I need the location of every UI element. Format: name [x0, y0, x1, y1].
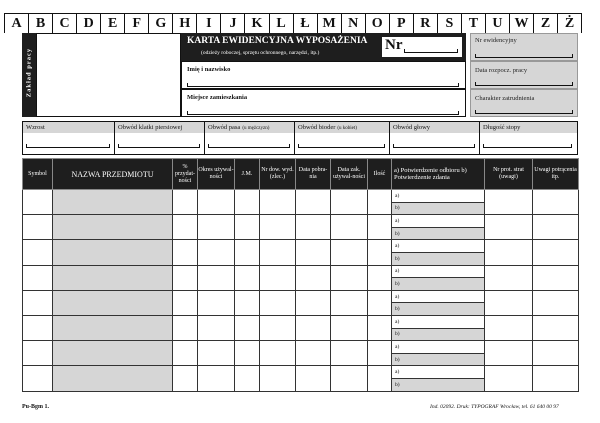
table-cell[interactable]	[173, 215, 198, 240]
letter-tab: A	[4, 14, 29, 33]
row-a-label: a)	[395, 268, 400, 275]
letter-tab: W	[510, 14, 534, 33]
table-cell[interactable]	[173, 290, 198, 315]
letter-tab: E	[101, 14, 125, 33]
confirm-receipt-cell[interactable]	[392, 341, 485, 354]
letter-tab: R	[414, 14, 438, 33]
table-cell[interactable]	[53, 366, 173, 391]
table-cell[interactable]	[533, 190, 579, 215]
confirm-receipt-cell[interactable]	[392, 240, 485, 253]
table-cell[interactable]	[173, 341, 198, 366]
table-cell[interactable]	[331, 366, 368, 391]
table-row	[23, 290, 579, 303]
table-cell[interactable]	[485, 341, 533, 366]
table-cell[interactable]	[23, 315, 53, 340]
row-a-label: a)	[395, 343, 400, 350]
letter-tab: J	[221, 14, 245, 33]
table-cell[interactable]	[235, 366, 260, 391]
table-cell[interactable]	[368, 215, 392, 240]
table-cell[interactable]	[53, 265, 173, 290]
table-cell[interactable]	[173, 366, 198, 391]
table-row	[23, 366, 579, 379]
column-header: a) Potwierdzenie odbioru b) Potwierdzenie zdania	[392, 159, 485, 190]
table-cell[interactable]	[23, 290, 53, 315]
measure-label: Obwód klatki piersiowej	[118, 124, 183, 131]
items-table	[22, 158, 579, 392]
measure-field[interactable]	[298, 144, 385, 148]
letter-tab: C	[53, 14, 77, 33]
row-a-label: a)	[395, 192, 400, 199]
letter-tab: O	[366, 14, 390, 33]
table-cell[interactable]	[198, 190, 235, 215]
row-b-label: b)	[395, 205, 400, 212]
side-label: Zakład pracy	[25, 47, 33, 98]
table-cell[interactable]	[53, 215, 173, 240]
measures-row	[22, 121, 578, 155]
measure-cell	[480, 122, 577, 154]
confirm-return-cell[interactable]	[392, 278, 485, 291]
table-cell[interactable]	[198, 366, 235, 391]
table-cell[interactable]	[533, 366, 579, 391]
table-cell[interactable]	[331, 215, 368, 240]
table-cell[interactable]	[485, 290, 533, 315]
right-field-1	[470, 61, 578, 89]
printer-info: Ind. 02092. Druk: TYPOGRAF Wrocław, tel. 61 640 00 97	[430, 404, 559, 410]
column-header: J.M.	[235, 159, 260, 190]
nr-field[interactable]	[404, 49, 458, 53]
measure-label-bar	[115, 122, 204, 133]
table-row	[23, 215, 579, 228]
column-header: % przydat-ności	[173, 159, 198, 190]
workplace-box	[36, 33, 181, 117]
letter-tab: Z	[534, 14, 558, 33]
table-cell[interactable]	[331, 265, 368, 290]
table-cell[interactable]	[331, 240, 368, 265]
right-field-0	[470, 33, 578, 61]
card-subtitle: (odzieży roboczej, sprzętu ochronnego, narzędzi, itp.)	[201, 50, 320, 56]
confirm-return-cell[interactable]	[392, 378, 485, 391]
nr-label: Nr	[385, 37, 403, 53]
table-cell[interactable]	[260, 341, 296, 366]
letter-tab: P	[390, 14, 414, 33]
name-box	[181, 61, 466, 89]
table-cell[interactable]	[485, 190, 533, 215]
address-field[interactable]	[187, 111, 459, 115]
table-cell[interactable]	[368, 341, 392, 366]
table-cell[interactable]	[23, 265, 53, 290]
table-row	[23, 265, 579, 278]
table-cell[interactable]	[260, 366, 296, 391]
table-cell[interactable]	[296, 290, 331, 315]
measure-field[interactable]	[208, 144, 290, 148]
table-cell[interactable]	[235, 315, 260, 340]
confirm-receipt-cell[interactable]	[392, 190, 485, 203]
measure-note: (u kobiet)	[337, 126, 357, 131]
form-code: Pu-Bgm 1.	[22, 404, 49, 410]
table-row	[23, 190, 579, 203]
table-cell[interactable]	[296, 341, 331, 366]
table-cell[interactable]	[368, 366, 392, 391]
letter-tab: M	[318, 14, 342, 33]
letter-tab: S	[438, 14, 462, 33]
workplace-side-strip	[22, 33, 36, 117]
confirm-return-cell[interactable]	[392, 252, 485, 265]
start-date-field[interactable]	[475, 82, 573, 86]
row-a-label: a)	[395, 217, 400, 224]
row-b-label: b)	[395, 331, 400, 338]
employment-type-field[interactable]	[475, 110, 573, 114]
table-cell[interactable]	[198, 240, 235, 265]
table-cell[interactable]	[533, 341, 579, 366]
measure-label-bar	[480, 122, 577, 133]
confirm-return-cell[interactable]	[392, 202, 485, 215]
table-cell[interactable]	[53, 341, 173, 366]
title-box	[181, 33, 466, 61]
right-field-label: Data rozpocz. pracy	[475, 67, 528, 74]
table-cell[interactable]	[533, 315, 579, 340]
row-a-label: a)	[395, 318, 400, 325]
nr-box	[382, 37, 462, 57]
table-cell[interactable]	[533, 215, 579, 240]
table-cell[interactable]	[485, 315, 533, 340]
table-cell[interactable]	[533, 290, 579, 315]
measure-label: Długość stopy	[483, 124, 521, 131]
alphabet-tabs	[4, 13, 582, 33]
confirm-return-cell[interactable]	[392, 227, 485, 240]
table-row	[23, 315, 579, 328]
table-cell[interactable]	[198, 215, 235, 240]
measure-label-bar	[390, 122, 479, 133]
table-cell[interactable]	[368, 315, 392, 340]
measure-cell	[115, 122, 205, 154]
table-cell[interactable]	[368, 240, 392, 265]
table-cell[interactable]	[23, 240, 53, 265]
measure-label-bar	[295, 122, 389, 133]
table-cell[interactable]	[485, 240, 533, 265]
measure-label-bar	[23, 122, 114, 133]
table-cell[interactable]	[235, 190, 260, 215]
table-cell[interactable]	[260, 290, 296, 315]
row-b-label: b)	[395, 356, 400, 363]
table-row	[23, 240, 579, 253]
table-cell[interactable]	[198, 290, 235, 315]
row-b-label: b)	[395, 280, 400, 287]
measure-cell	[295, 122, 390, 154]
card-title: KARTA EWIDENCYJNA WYPOSAŻENIA	[187, 36, 368, 46]
right-field-label: Nr ewidencyjny	[475, 37, 517, 44]
confirm-receipt-cell[interactable]	[392, 315, 485, 328]
table-cell[interactable]	[173, 190, 198, 215]
column-header: NAZWA PRZEDMIOTU	[53, 159, 173, 190]
table-cell[interactable]	[296, 265, 331, 290]
column-header: Nr prot. strat (uwagi)	[485, 159, 533, 190]
measure-note: (u mężczyzn)	[242, 126, 270, 131]
table-cell[interactable]	[485, 265, 533, 290]
measure-label: Wzrost	[26, 124, 45, 131]
column-header: Uwagi potrącenia itp.	[533, 159, 579, 190]
confirm-receipt-cell[interactable]	[392, 215, 485, 228]
table-cell[interactable]	[533, 265, 579, 290]
table-cell[interactable]	[296, 240, 331, 265]
table-cell[interactable]	[296, 215, 331, 240]
table-cell[interactable]	[260, 190, 296, 215]
column-header: Data pobra-nia	[296, 159, 331, 190]
column-header: Nr dow. wyd. (zlec.)	[260, 159, 296, 190]
table-cell[interactable]	[53, 240, 173, 265]
letter-tab: D	[77, 14, 101, 33]
measure-cell	[205, 122, 295, 154]
row-a-label: a)	[395, 243, 400, 250]
table-cell[interactable]	[198, 315, 235, 340]
table-cell[interactable]	[331, 190, 368, 215]
table-cell[interactable]	[198, 341, 235, 366]
table-cell[interactable]	[260, 265, 296, 290]
measure-field[interactable]	[26, 144, 110, 148]
table-cell[interactable]	[23, 341, 53, 366]
row-b-label: b)	[395, 255, 400, 262]
row-a-label: a)	[395, 369, 400, 376]
table-cell[interactable]	[331, 315, 368, 340]
table-cell[interactable]	[368, 265, 392, 290]
table-cell[interactable]	[235, 215, 260, 240]
table-cell[interactable]	[368, 290, 392, 315]
row-b-label: b)	[395, 230, 400, 237]
letter-tab: N	[342, 14, 366, 33]
table-cell[interactable]	[296, 190, 331, 215]
table-cell[interactable]	[485, 366, 533, 391]
column-header: Data zak. używal-ności	[331, 159, 368, 190]
measure-cell	[23, 122, 115, 154]
table-cell[interactable]	[260, 315, 296, 340]
letter-tab: I	[197, 14, 221, 33]
address-box	[181, 89, 466, 117]
table-cell[interactable]	[235, 240, 260, 265]
measure-field[interactable]	[118, 144, 200, 148]
row-b-label: b)	[395, 306, 400, 313]
evidence-number-field[interactable]	[475, 54, 573, 58]
letter-tab: B	[29, 14, 53, 33]
confirm-receipt-cell[interactable]	[392, 366, 485, 379]
table-cell[interactable]	[23, 190, 53, 215]
column-header: Symbol	[23, 159, 53, 190]
column-header: Ilość	[368, 159, 392, 190]
row-b-label: b)	[395, 381, 400, 388]
measure-field[interactable]	[393, 144, 475, 148]
letter-tab: H	[173, 14, 197, 33]
column-header: Okres używal-ności	[198, 159, 235, 190]
table-cell[interactable]	[198, 265, 235, 290]
table-cell[interactable]	[260, 215, 296, 240]
confirm-receipt-cell[interactable]	[392, 290, 485, 303]
table-cell[interactable]	[296, 366, 331, 391]
measure-label-bar	[205, 122, 294, 133]
table-cell[interactable]	[296, 315, 331, 340]
confirm-return-cell[interactable]	[392, 353, 485, 366]
confirm-return-cell[interactable]	[392, 303, 485, 316]
table-cell[interactable]	[331, 341, 368, 366]
name-label: Imię i nazwisko	[187, 66, 231, 73]
right-field-label: Charakter zatrudnienia	[475, 95, 535, 102]
measure-label: Obwód głowy	[393, 124, 431, 131]
table-cell[interactable]	[235, 290, 260, 315]
letter-tab: L	[270, 14, 294, 33]
letter-tab: T	[462, 14, 486, 33]
confirm-receipt-cell[interactable]	[392, 265, 485, 278]
letter-tab: F	[125, 14, 149, 33]
letter-tab: Ż	[558, 14, 582, 33]
measure-cell	[390, 122, 480, 154]
measure-label: Obwód bioder	[298, 124, 336, 131]
measure-field[interactable]	[483, 144, 572, 148]
right-field-2	[470, 89, 578, 117]
table-cell[interactable]	[53, 190, 173, 215]
letter-tab: G	[149, 14, 173, 33]
table-cell[interactable]	[235, 265, 260, 290]
address-label: Miejsce zamieszkania	[187, 94, 248, 101]
table-cell[interactable]	[485, 215, 533, 240]
letter-tab: U	[486, 14, 510, 33]
table-cell[interactable]	[53, 315, 173, 340]
confirm-return-cell[interactable]	[392, 328, 485, 341]
table-cell[interactable]	[173, 265, 198, 290]
table-cell[interactable]	[53, 290, 173, 315]
letter-tab: Ł	[294, 14, 318, 33]
table-cell[interactable]	[23, 215, 53, 240]
name-field[interactable]	[187, 83, 459, 87]
table-cell[interactable]	[331, 290, 368, 315]
table-cell[interactable]	[260, 240, 296, 265]
table-cell[interactable]	[23, 366, 53, 391]
table-cell[interactable]	[533, 240, 579, 265]
table-cell[interactable]	[368, 190, 392, 215]
table-cell[interactable]	[235, 341, 260, 366]
measure-label: Obwód pasa	[208, 124, 241, 131]
table-cell[interactable]	[173, 315, 198, 340]
table-row	[23, 341, 579, 354]
row-a-label: a)	[395, 293, 400, 300]
table-cell[interactable]	[173, 240, 198, 265]
letter-tab: K	[245, 14, 269, 33]
